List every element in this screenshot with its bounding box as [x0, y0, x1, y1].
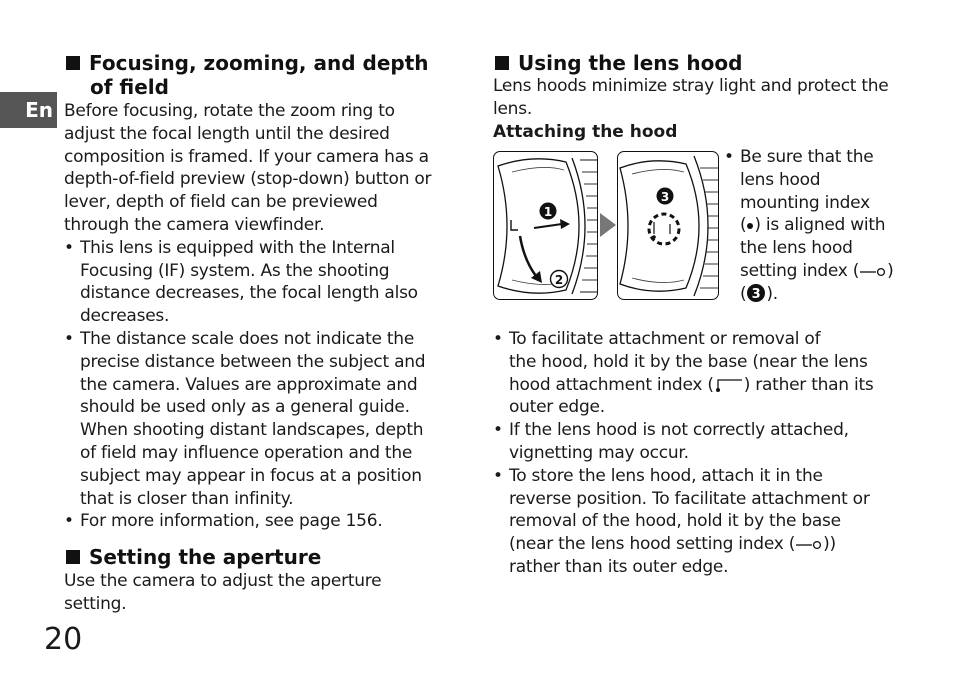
setting-index-line-circle-icon	[795, 537, 823, 551]
hood-attach-figure-steps-1-2	[493, 151, 598, 300]
svg-text:3: 3	[751, 286, 761, 302]
step-3-circled-icon	[746, 283, 766, 303]
hood-bullet-storage: • To store the lens hood, attach it in the reverse position. To facilitate attachment or removal of the hood, hold it by the base (near the lens hood setting index ( )) rather than its outer edge.	[493, 465, 913, 579]
step-1-label: 1	[543, 205, 553, 219]
page-number: 20	[44, 622, 83, 657]
focusing-bullet-if: • This lens is equipped with the Internal Focusing (IF) system. As the shooting distance decreases, the focal length also decreases.	[64, 237, 464, 328]
focusing-heading: Focusing, zooming, and depth of field	[66, 51, 466, 99]
hood-alignment-note: • Be sure that the lens hood mounting index ( ) is aligned with the lens hood setting index ( ) ( 3 ).	[724, 146, 924, 306]
aperture-body: Use the camera to adjust the aperture setting.	[64, 571, 382, 614]
square-bullet-icon	[66, 56, 80, 70]
hood-section	[495, 51, 915, 75]
hood-bullet-vignetting: • If the lens hood is not correctly attached, vignetting may occur.	[493, 419, 913, 465]
focusing-body	[64, 100, 464, 533]
focusing-section	[66, 51, 466, 99]
language-tab: En	[0, 92, 57, 128]
hood-aligned-illustration	[618, 152, 718, 299]
square-bullet-icon	[66, 550, 80, 564]
focusing-bullet-more-info: • For more information, see page 156.	[64, 510, 464, 533]
attaching-hood-subheading: Attaching the hood	[493, 122, 678, 142]
step-2-label: 2	[554, 273, 564, 287]
aperture-heading: Setting the aperture	[66, 545, 466, 569]
focusing-bullet-distance-scale: • The distance scale does not indicate the precise distance between the subject and the camera. Values are approximate and should be used only as a general guide. When shooting distant landscapes, depth of field may influence operation and the subject may appear in focus at a position that is closer than infinity.	[64, 328, 464, 510]
next-step-arrow-icon	[598, 211, 618, 239]
hood-intro: Lens hoods minimize stray light and protect the lens.	[493, 76, 889, 119]
hood-heading: Using the lens hood	[495, 51, 915, 75]
hood-rotate-illustration	[494, 152, 597, 299]
hood-attach-figure-step-3	[617, 151, 719, 300]
step-3-label: 3	[660, 190, 670, 204]
setting-index-line-circle-icon	[859, 264, 887, 278]
attachment-index-icon	[714, 376, 744, 392]
square-bullet-icon	[495, 56, 509, 70]
hood-bullet-attach-remove: • To facilitate attachment or removal of the hood, hold it by the base (near the lens hood attachment index ( ) rather than its outer edge.	[493, 328, 913, 419]
hood-bullets	[493, 328, 913, 579]
focusing-intro: Before focusing, rotate the zoom ring to adjust the focal length until the desired composition is framed. If your camera has a depth-of-field preview (stop-down) button or lever, depth of field can be previewed through the camera viewfinder.	[64, 101, 432, 235]
aperture-section	[66, 545, 466, 569]
